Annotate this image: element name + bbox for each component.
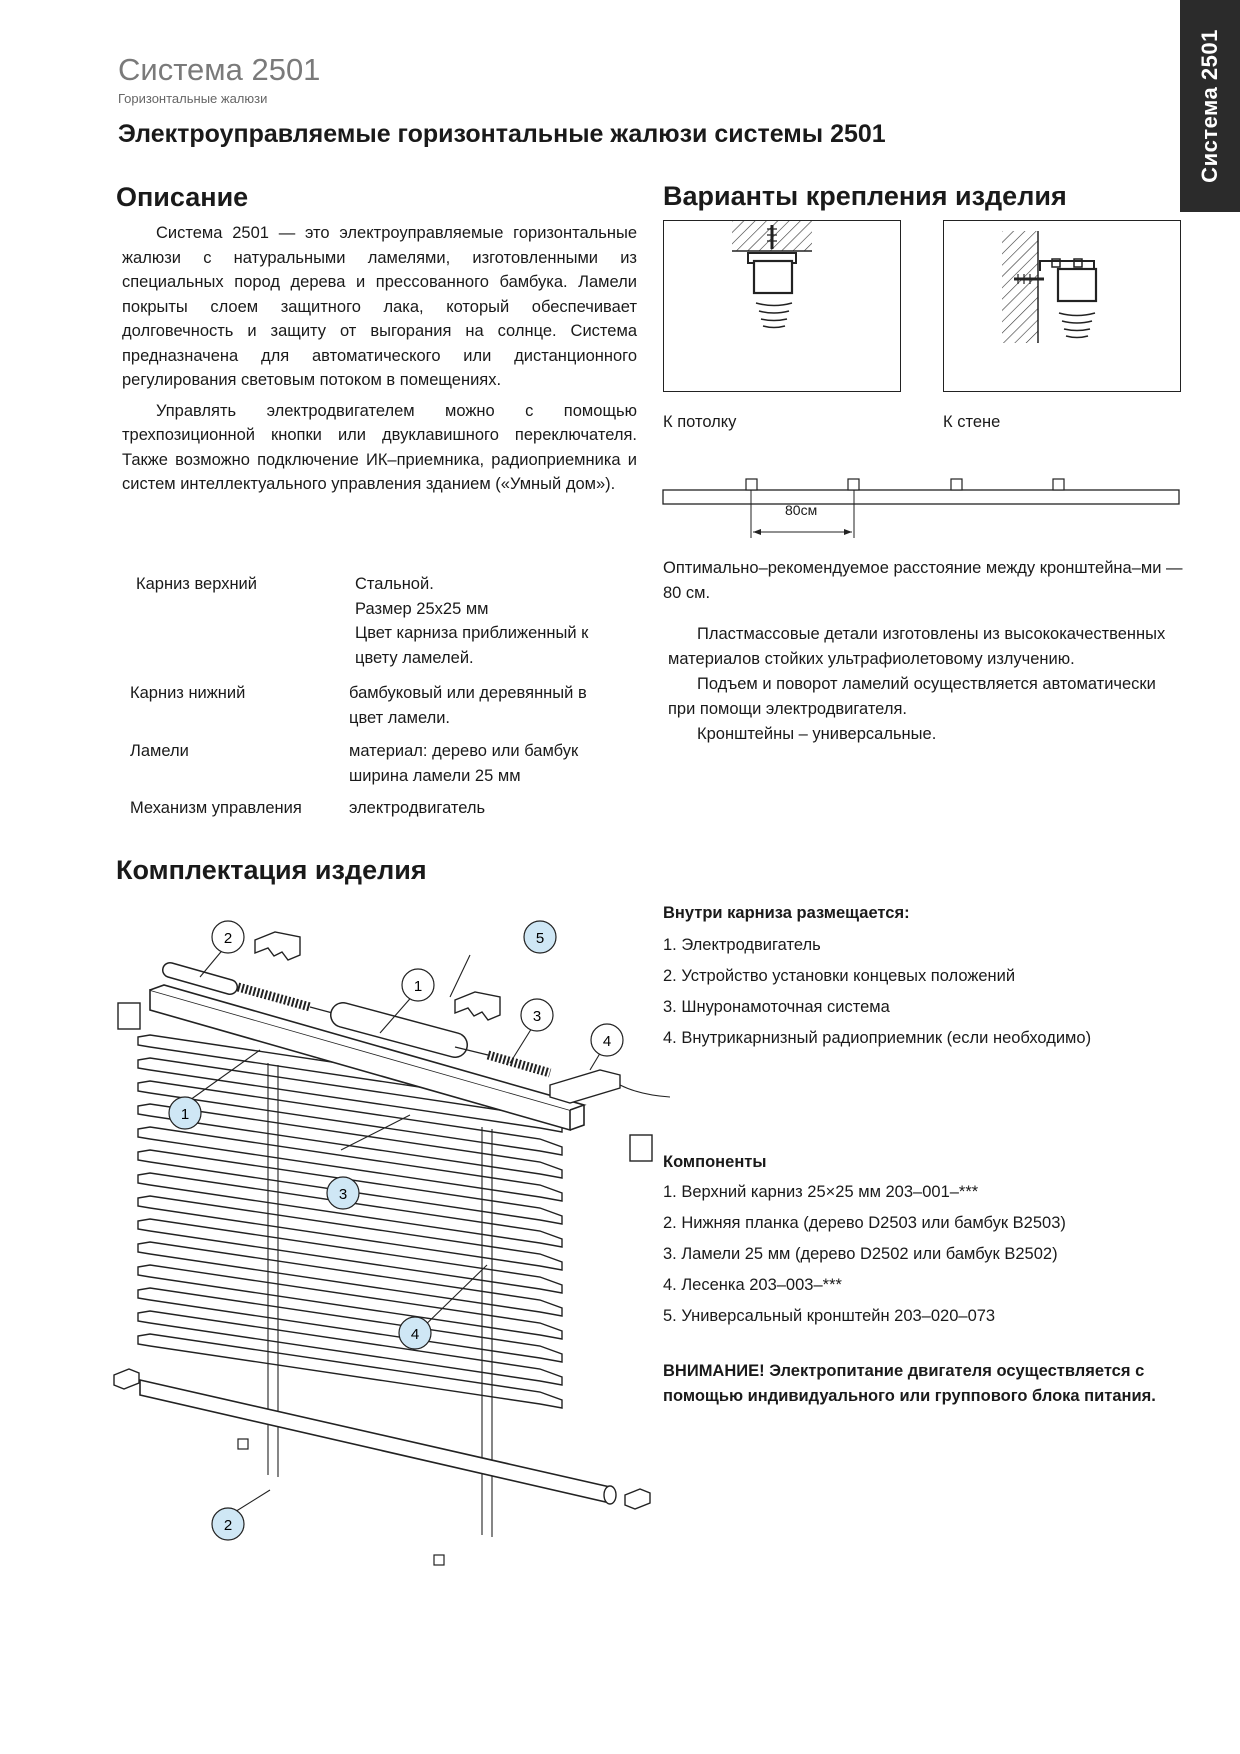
callout-blue-4: 4 bbox=[410, 1326, 420, 1343]
bracket-spacing-figure bbox=[660, 474, 1184, 544]
system-subtitle: Горизонтальные жалюзи bbox=[118, 91, 268, 106]
inside-item-2: 2. Устройство установки концевых положений bbox=[663, 967, 1016, 985]
spec-value-3: материал: дерево или бамбук ширина ламели 25 мм bbox=[349, 742, 579, 785]
callout-white-4: 4 bbox=[602, 1033, 612, 1050]
spec-label-4: Механизм управления bbox=[130, 799, 302, 817]
inside-item-3: 3. Шнуронамоточная система bbox=[663, 998, 890, 1016]
wall-mount-figure bbox=[943, 220, 1181, 392]
description-heading: Описание bbox=[116, 182, 249, 212]
callout-blue-1: 1 bbox=[180, 1106, 190, 1123]
system-title: Система 2501 bbox=[118, 52, 321, 87]
distance-label: 80см bbox=[785, 502, 818, 518]
spec-value-2: бамбуковый или деревянный в цвет ламели. bbox=[349, 684, 587, 727]
components-heading: Компоненты bbox=[663, 1153, 767, 1171]
callout-white-1: 1 bbox=[413, 978, 423, 995]
mounting-note-3: Кронштейны – универсальные. bbox=[697, 725, 937, 743]
component-item-1: 1. Верхний карниз 25×25 мм 203–001–*** bbox=[663, 1183, 979, 1201]
side-tab-label: Система 2501 bbox=[1197, 29, 1223, 183]
ceiling-mount-illustration bbox=[664, 221, 900, 391]
distance-text: Оптимально–рекомендуемое расстояние между кронштейна–ми — 80 см. bbox=[663, 559, 1183, 602]
ceiling-mount-caption: К потолку bbox=[663, 413, 737, 431]
callout-white-2: 2 bbox=[223, 930, 233, 947]
spec-label-1: Карниз верхний bbox=[136, 575, 257, 593]
blind-illustration bbox=[110, 915, 670, 1595]
mounting-note-2: Подъем и поворот ламелий осуществляется автоматически при помощи электродвигателя. bbox=[668, 675, 1156, 718]
component-item-5: 5. Универсальный кронштейн 203–020–073 bbox=[663, 1307, 996, 1325]
callout-blue-2: 2 bbox=[223, 1517, 233, 1534]
wall-mount-caption: К стене bbox=[943, 413, 1001, 431]
spec-value-1: Стальной. Размер 25х25 мм Цвет карниза приближенный к цвету ламелей. bbox=[355, 575, 589, 667]
inside-item-4: 4. Внутрикарнизный радиоприемник (если необходимо) bbox=[663, 1029, 1092, 1047]
inside-heading: Внутри карниза размещается: bbox=[663, 904, 910, 922]
component-item-3: 3. Ламели 25 мм (дерево D2502 или бамбук B2502) bbox=[663, 1245, 1058, 1263]
inside-item-1: 1. Электродвигатель bbox=[663, 936, 821, 954]
ceiling-mount-figure bbox=[663, 220, 901, 392]
callout-blue-3: 3 bbox=[338, 1186, 348, 1203]
side-tab bbox=[1180, 0, 1240, 212]
callout-blue-5: 5 bbox=[535, 930, 545, 947]
spec-label-3: Ламели bbox=[130, 742, 189, 760]
mounting-heading: Варианты крепления изделия bbox=[663, 181, 1067, 211]
main-title: Электроуправляемые горизонтальные жалюзи системы 2501 bbox=[118, 120, 886, 148]
wall-mount-illustration bbox=[944, 221, 1180, 391]
spec-label-2: Карниз нижний bbox=[130, 684, 246, 702]
component-item-4: 4. Лесенка 203–003–*** bbox=[663, 1276, 842, 1294]
spec-value-4: электродвигатель bbox=[349, 799, 486, 817]
mounting-note-1: Пластмассовые детали изготовлены из высококачественных материалов стойких ультрафиолетовому излучению. bbox=[668, 625, 1166, 668]
description-text bbox=[122, 221, 637, 503]
kit-heading: Комплектация изделия bbox=[116, 855, 427, 885]
component-item-2: 2. Нижняя планка (дерево D2503 или бамбук B2503) bbox=[663, 1214, 1066, 1232]
description-paragraph-1: Система 2501 — это электроуправляемые горизонтальные жалюзи с натуральными ламелями, изготовленными из специальных пород дерева и прессованного бамбука. Ламели покрыты слоем защитного лака, который обеспечивает долговечность и защиту от выгорания на солнце. Система предназначена для автоматического или дистанционного регулирования световым потоком в помещениях. bbox=[122, 224, 637, 389]
description-paragraph-2: Управлять электродвигателем можно с помощью трехпозиционной кнопки или двуклавишного переключателя. Также возможно подключение ИК–приемника, радиоприемника и систем интеллектуального управления зданием («Умный дом»). bbox=[122, 401, 637, 493]
exploded-blind-diagram bbox=[110, 915, 670, 1595]
warning-text: ВНИМАНИЕ! Электропитание двигателя осуществляется с помощью индивидуального или группового блока питания. bbox=[663, 1362, 1156, 1405]
callout-white-3: 3 bbox=[532, 1008, 542, 1025]
